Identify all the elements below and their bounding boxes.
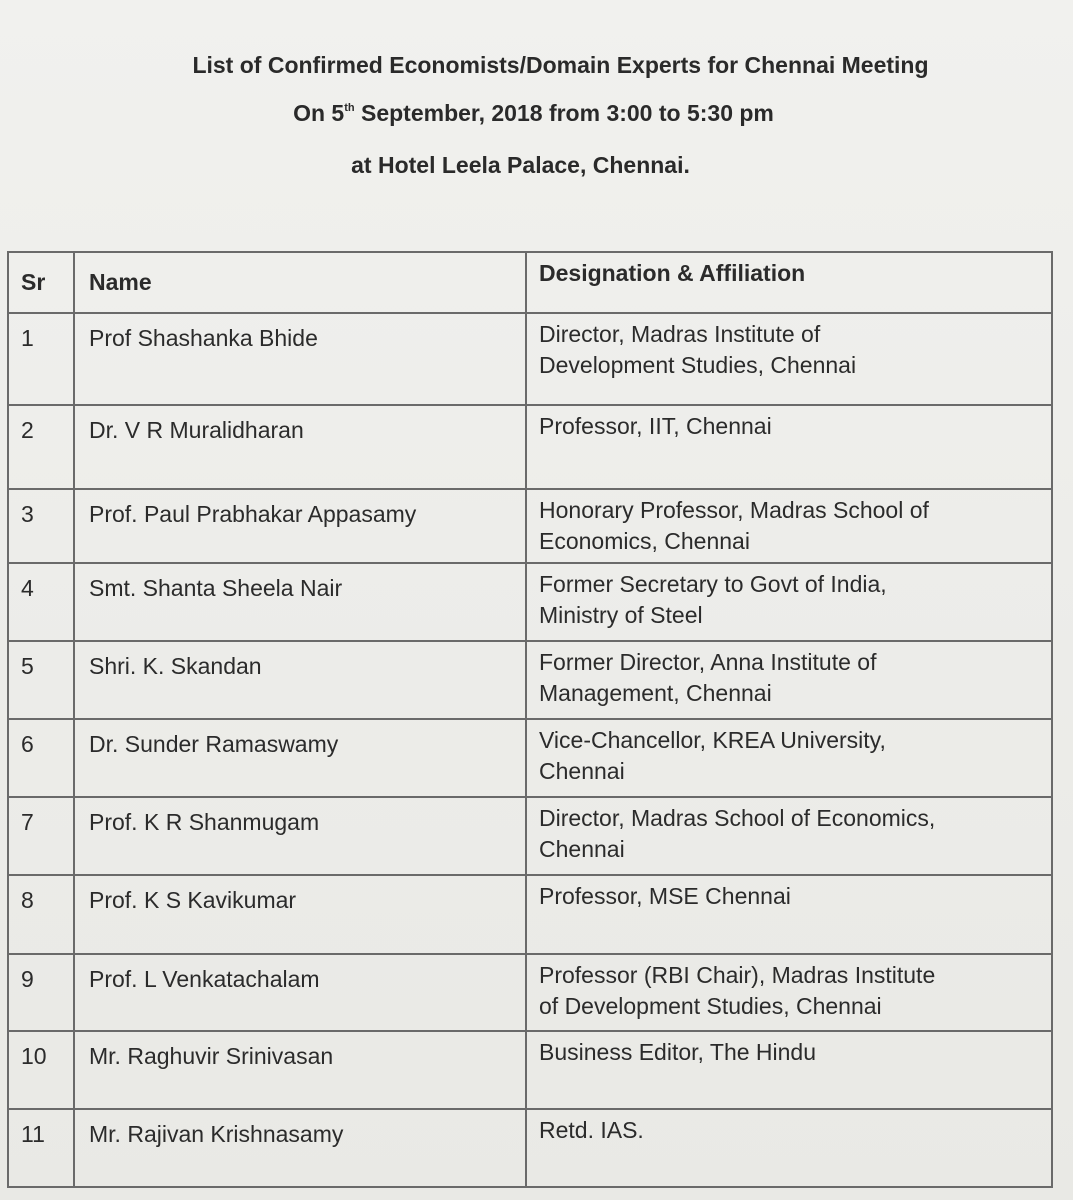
- table-header-row: [8, 252, 1052, 313]
- date-suffix: September, 2018 from 3:00 to 5:30 pm: [354, 100, 774, 126]
- header-name: Name: [74, 252, 526, 313]
- cell-sr: 10: [8, 1031, 74, 1109]
- designation-text: Business Editor, The Hindu: [539, 1039, 817, 1065]
- cell-designation: [526, 563, 1052, 641]
- date-ordinal-suffix: th: [344, 102, 355, 114]
- cell-name: Shri. K. Skandan: [74, 641, 526, 719]
- cell-sr: 6: [8, 719, 74, 797]
- cell-sr: 5: [8, 641, 74, 719]
- document-title: List of Confirmed Economists/Domain Experts for Chennai Meeting: [192, 52, 929, 78]
- cell-designation: [526, 1109, 1052, 1187]
- table-row: [8, 1031, 1052, 1109]
- table-row: [8, 954, 1052, 1031]
- cell-name: Prof. K S Kavikumar: [74, 875, 526, 954]
- cell-designation: [526, 641, 1052, 719]
- table-row: [8, 641, 1052, 719]
- cell-name: Prof. L Venkatachalam: [74, 954, 526, 1031]
- cell-designation: [526, 489, 1052, 563]
- cell-sr: 7: [8, 797, 74, 875]
- meeting-date-time: [0, 100, 1070, 127]
- cell-name: Dr. Sunder Ramaswamy: [74, 719, 526, 797]
- cell-sr: 2: [8, 405, 74, 489]
- designation-text: Director, Madras Institute of Development Studies, Chennai: [539, 321, 857, 378]
- designation-text: Honorary Professor, Madras School of Economics, Chennai: [539, 497, 929, 554]
- table-row: [8, 875, 1052, 954]
- designation-text: Former Secretary to Govt of India, Ministry of Steel: [539, 571, 887, 628]
- table-row: [8, 405, 1052, 489]
- cell-designation: [526, 954, 1052, 1031]
- meeting-venue: at Hotel Leela Palace, Chennai.: [351, 152, 690, 178]
- cell-sr: 4: [8, 563, 74, 641]
- date-prefix: On 5: [293, 100, 345, 126]
- designation-text: Director, Madras School of Economics, Chennai: [539, 805, 936, 862]
- cell-name: Prof Shashanka Bhide: [74, 313, 526, 405]
- cell-name: Dr. V R Muralidharan: [74, 405, 526, 489]
- cell-name: Prof. K R Shanmugam: [74, 797, 526, 875]
- cell-name: Mr. Raghuvir Srinivasan: [74, 1031, 526, 1109]
- table-row: [8, 797, 1052, 875]
- cell-sr: 3: [8, 489, 74, 563]
- table-row: [8, 313, 1052, 405]
- cell-name: Prof. Paul Prabhakar Appasamy: [74, 489, 526, 563]
- table-row: [8, 563, 1052, 641]
- cell-designation: [526, 313, 1052, 405]
- cell-sr: 8: [8, 875, 74, 954]
- header-designation: Designation & Affiliation: [526, 252, 1052, 313]
- cell-name: Smt. Shanta Sheela Nair: [74, 563, 526, 641]
- table-row: [8, 1109, 1052, 1187]
- cell-designation: [526, 797, 1052, 875]
- cell-name: Mr. Rajivan Krishnasamy: [74, 1109, 526, 1187]
- experts-table: [7, 251, 1053, 1188]
- cell-sr: 9: [8, 954, 74, 1031]
- cell-designation: [526, 875, 1052, 954]
- header-sr: Sr: [8, 252, 74, 313]
- designation-text: Retd. IAS.: [539, 1117, 644, 1143]
- designation-text: Professor, IIT, Chennai: [539, 413, 772, 439]
- designation-text: Professor (RBI Chair), Madras Institute of Development Studies, Chennai: [539, 962, 936, 1019]
- table-row: [8, 489, 1052, 563]
- cell-sr: 11: [8, 1109, 74, 1187]
- cell-sr: 1: [8, 313, 74, 405]
- designation-text: Vice-Chancellor, KREA University, Chennai: [539, 727, 886, 784]
- designation-text: Former Director, Anna Institute of Management, Chennai: [539, 649, 877, 706]
- cell-designation: [526, 405, 1052, 489]
- cell-designation: [526, 1031, 1052, 1109]
- cell-designation: [526, 719, 1052, 797]
- designation-text: Professor, MSE Chennai: [539, 883, 791, 909]
- table-row: [8, 719, 1052, 797]
